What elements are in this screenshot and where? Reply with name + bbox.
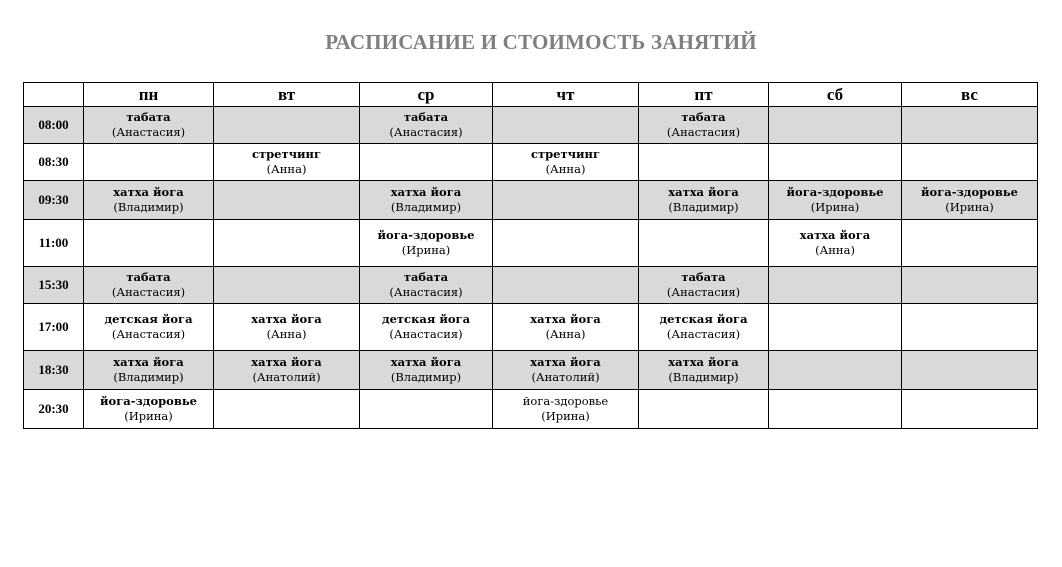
teacher-name: (Анна) xyxy=(815,243,855,257)
class-name: хатха йога xyxy=(390,185,462,199)
empty-cell xyxy=(769,144,902,181)
class-cell xyxy=(214,304,360,351)
class-cell xyxy=(84,181,214,220)
empty-cell xyxy=(769,351,902,390)
class-cell xyxy=(639,181,769,220)
class-name: хатха йога xyxy=(251,355,322,369)
class-entry xyxy=(639,185,768,215)
class-name: хатха йога xyxy=(390,355,462,369)
corner-cell xyxy=(24,83,84,107)
time-cell: 09:30 xyxy=(24,181,84,220)
schedule-row xyxy=(24,181,1038,220)
teacher-name: (Владимир) xyxy=(390,370,462,384)
class-name: детская йога xyxy=(381,312,471,326)
day-header: пн xyxy=(84,83,214,107)
teacher-name: (Анастасия) xyxy=(389,125,463,139)
schedule-row xyxy=(24,351,1038,390)
class-cell xyxy=(360,107,493,144)
class-cell xyxy=(360,304,493,351)
empty-cell xyxy=(214,181,360,220)
class-entry xyxy=(84,110,213,140)
teacher-name: (Анастасия) xyxy=(389,327,463,341)
class-entry xyxy=(902,185,1037,215)
class-name: стретчинг xyxy=(530,147,601,161)
class-name: хатха йога xyxy=(668,185,739,199)
teacher-name: (Владимир) xyxy=(668,370,739,384)
empty-cell xyxy=(493,267,639,304)
empty-cell xyxy=(360,390,493,429)
class-cell xyxy=(360,267,493,304)
class-cell xyxy=(360,181,493,220)
class-cell xyxy=(639,351,769,390)
class-cell xyxy=(84,304,214,351)
class-name: табата xyxy=(403,270,449,284)
day-header: пт xyxy=(639,83,769,107)
class-cell xyxy=(360,351,493,390)
class-entry xyxy=(360,185,492,215)
teacher-name: (Анатолий) xyxy=(531,370,600,384)
class-name: йога-здоровье xyxy=(377,228,475,242)
class-name: хатха йога xyxy=(668,355,739,369)
teacher-name: (Анастасия) xyxy=(389,285,463,299)
time-cell: 08:30 xyxy=(24,144,84,181)
class-cell xyxy=(360,220,493,267)
empty-cell xyxy=(769,107,902,144)
empty-cell xyxy=(214,267,360,304)
class-entry xyxy=(639,110,768,140)
class-name: хатха йога xyxy=(530,312,601,326)
class-entry xyxy=(360,270,492,300)
empty-cell xyxy=(902,220,1038,267)
empty-cell xyxy=(214,220,360,267)
time-cell: 20:30 xyxy=(24,390,84,429)
class-name: табата xyxy=(681,270,726,284)
class-entry xyxy=(214,147,359,177)
class-entry xyxy=(769,228,901,258)
schedule-row xyxy=(24,390,1038,429)
empty-cell xyxy=(214,107,360,144)
empty-cell xyxy=(769,390,902,429)
empty-cell xyxy=(84,220,214,267)
schedule-body xyxy=(24,107,1038,429)
time-cell: 18:30 xyxy=(24,351,84,390)
schedule-table xyxy=(23,82,1038,429)
empty-cell xyxy=(902,144,1038,181)
teacher-name: (Владимир) xyxy=(113,200,184,214)
class-name: хатха йога xyxy=(113,185,184,199)
empty-cell xyxy=(639,144,769,181)
empty-cell xyxy=(902,107,1038,144)
teacher-name: (Владимир) xyxy=(390,200,462,214)
class-name: табата xyxy=(126,110,171,124)
teacher-name: (Ирина) xyxy=(401,243,451,257)
class-entry xyxy=(214,312,359,342)
class-name: хатха йога xyxy=(799,228,871,242)
class-entry xyxy=(84,270,213,300)
empty-cell xyxy=(84,144,214,181)
schedule-row xyxy=(24,220,1038,267)
empty-cell xyxy=(493,181,639,220)
class-cell xyxy=(493,144,639,181)
empty-cell xyxy=(769,304,902,351)
teacher-name: (Анастасия) xyxy=(666,327,741,341)
empty-cell xyxy=(902,351,1038,390)
day-header: вт xyxy=(214,83,360,107)
time-cell: 17:00 xyxy=(24,304,84,351)
class-entry xyxy=(84,355,213,385)
class-cell xyxy=(769,220,902,267)
class-name: йога-здоровье xyxy=(786,185,884,199)
day-header: чт xyxy=(493,83,639,107)
day-header: вс xyxy=(902,83,1038,107)
teacher-name: (Анастасия) xyxy=(111,327,186,341)
class-cell xyxy=(769,181,902,220)
empty-cell xyxy=(639,220,769,267)
class-name: табата xyxy=(403,110,449,124)
page-title: РАСПИСАНИЕ И СТОИМОСТЬ ЗАНЯТИЙ xyxy=(325,30,757,54)
class-name: табата xyxy=(681,110,726,124)
teacher-name: (Анна) xyxy=(266,327,307,341)
class-name: йога-здоровье xyxy=(522,394,609,408)
day-header-row xyxy=(24,83,1038,107)
class-name: хатха йога xyxy=(113,355,184,369)
time-cell: 15:30 xyxy=(24,267,84,304)
schedule-row xyxy=(24,304,1038,351)
class-entry xyxy=(360,228,492,258)
class-cell xyxy=(493,390,639,429)
class-entry xyxy=(214,355,359,385)
empty-cell xyxy=(360,144,493,181)
class-cell xyxy=(84,107,214,144)
empty-cell xyxy=(769,267,902,304)
class-entry xyxy=(493,394,638,424)
teacher-name: (Анастасия) xyxy=(666,125,741,139)
class-name: детская йога xyxy=(659,312,748,326)
class-name: детская йога xyxy=(104,312,193,326)
empty-cell xyxy=(902,304,1038,351)
class-cell xyxy=(84,390,214,429)
empty-cell xyxy=(214,390,360,429)
class-entry xyxy=(360,110,492,140)
class-entry xyxy=(639,270,768,300)
class-cell xyxy=(214,351,360,390)
class-cell xyxy=(214,144,360,181)
empty-cell xyxy=(902,267,1038,304)
class-entry xyxy=(84,312,213,342)
class-name: стретчинг xyxy=(251,147,322,161)
class-name: табата xyxy=(126,270,171,284)
teacher-name: (Владимир) xyxy=(668,200,739,214)
schedule-row xyxy=(24,107,1038,144)
class-entry xyxy=(493,147,638,177)
class-cell xyxy=(84,351,214,390)
class-cell xyxy=(639,267,769,304)
teacher-name: (Ирина) xyxy=(541,409,590,423)
teacher-name: (Анна) xyxy=(545,162,586,176)
class-entry xyxy=(84,185,213,215)
class-cell xyxy=(639,304,769,351)
class-entry xyxy=(360,355,492,385)
schedule-row xyxy=(24,144,1038,181)
class-entry xyxy=(769,185,901,215)
teacher-name: (Анатолий) xyxy=(252,370,321,384)
teacher-name: (Ирина) xyxy=(945,200,994,214)
day-header: ср xyxy=(360,83,493,107)
day-header: сб xyxy=(769,83,902,107)
teacher-name: (Анастасия) xyxy=(111,285,186,299)
class-entry xyxy=(639,355,768,385)
time-cell: 11:00 xyxy=(24,220,84,267)
empty-cell xyxy=(493,107,639,144)
class-cell xyxy=(493,304,639,351)
class-entry xyxy=(360,312,492,342)
teacher-name: (Анастасия) xyxy=(111,125,186,139)
class-name: йога-здоровье xyxy=(100,394,197,408)
teacher-name: (Ирина) xyxy=(810,200,860,214)
teacher-name: (Ирина) xyxy=(124,409,173,423)
schedule-row xyxy=(24,267,1038,304)
class-entry xyxy=(493,312,638,342)
class-name: хатха йога xyxy=(251,312,322,326)
empty-cell xyxy=(902,390,1038,429)
empty-cell xyxy=(493,220,639,267)
empty-cell xyxy=(639,390,769,429)
class-name: хатха йога xyxy=(530,355,601,369)
time-cell: 08:00 xyxy=(24,107,84,144)
teacher-name: (Анна) xyxy=(545,327,586,341)
class-entry xyxy=(639,312,768,342)
class-cell xyxy=(493,351,639,390)
class-entry xyxy=(84,394,213,424)
teacher-name: (Владимир) xyxy=(113,370,184,384)
class-cell xyxy=(902,181,1038,220)
teacher-name: (Анастасия) xyxy=(666,285,741,299)
class-cell xyxy=(639,107,769,144)
class-name: йога-здоровье xyxy=(921,185,1018,199)
teacher-name: (Анна) xyxy=(266,162,307,176)
class-entry xyxy=(493,355,638,385)
class-cell xyxy=(84,267,214,304)
